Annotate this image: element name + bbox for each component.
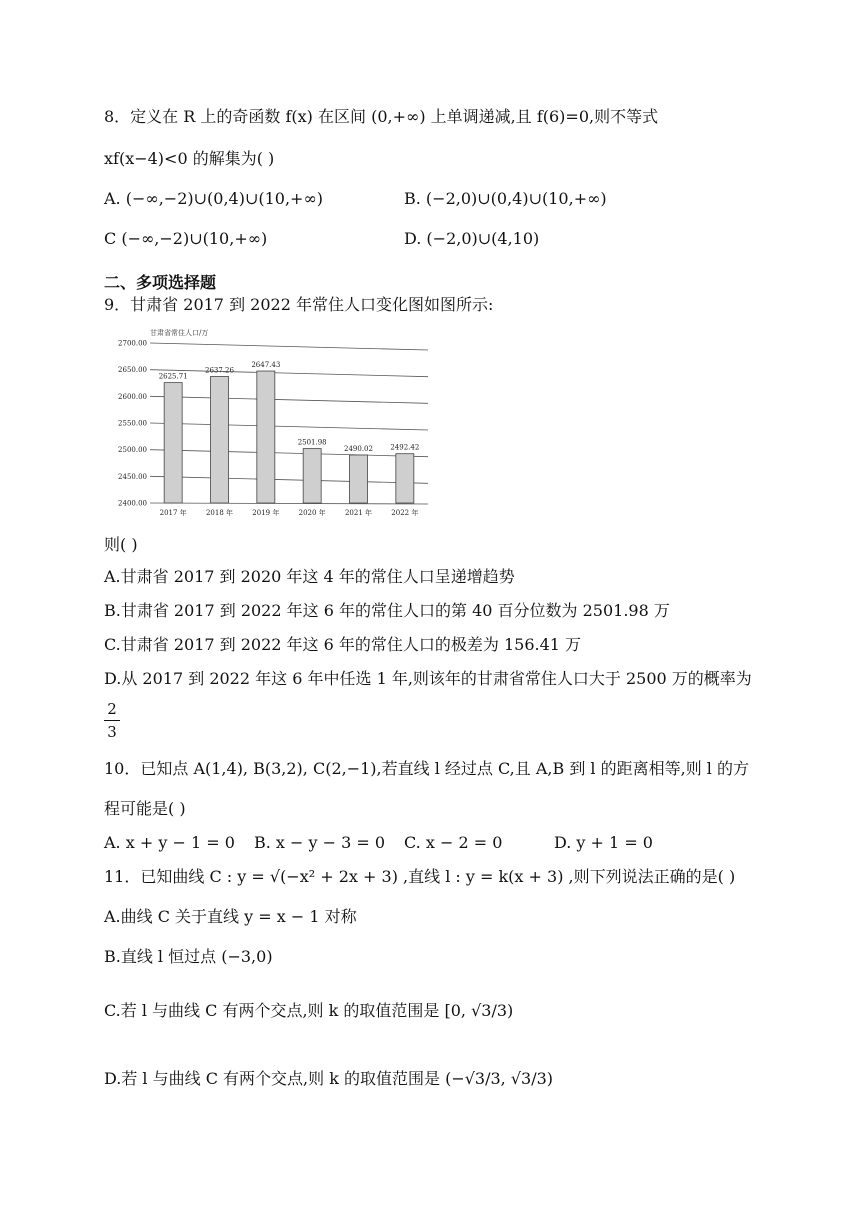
x-axis-line	[150, 503, 428, 504]
x-tick-label: 2019 年	[252, 509, 280, 517]
q8-option-d: D. (−2,0)∪(4,10)	[404, 229, 540, 248]
fraction-bar	[104, 720, 120, 721]
x-tick-label: 2018 年	[205, 509, 234, 517]
bar-value-label: 2647.43	[251, 361, 281, 370]
bar	[164, 383, 182, 503]
q10-option-a: A. x + y − 1 = 0	[104, 833, 235, 852]
y-tick-label: 2400.00	[118, 499, 147, 508]
q9-option-b: B.甘肃省 2017 到 2022 年这 6 年的常住人口的第 40 百分位数为 2501.98 万	[104, 601, 670, 620]
chart-value-labels	[159, 361, 420, 453]
fraction-denominator: 3	[107, 723, 117, 741]
bar-value-label: 2490.02	[344, 444, 373, 453]
y-tick-label: 2650.00	[118, 366, 147, 375]
bar	[303, 449, 321, 503]
q10-option-d: D. y + 1 = 0	[554, 833, 653, 852]
q11-option-d: D.若 l 与曲线 C 有两个交点,则 k 的取值范围是 (−√3/3, √3/3)	[104, 1069, 554, 1088]
q11-option-a: A.曲线 C 关于直线 y = x − 1 对称	[104, 907, 357, 926]
fraction-numerator: 2	[107, 700, 117, 718]
q8-option-c: C (−∞,−2)∪(10,+∞)	[104, 229, 268, 248]
q9-option-d: D.从 2017 到 2022 年这 6 年中任选 1 年,则该年的甘肃省常住人口大于 2500 万的概率为	[104, 669, 752, 688]
q10-option-c: C. x − 2 = 0	[404, 833, 503, 852]
x-tick-label: 2022 年	[391, 509, 419, 517]
y-tick-label: 2450.00	[118, 472, 147, 481]
chart-bars	[164, 371, 414, 503]
bar-value-label: 2625.71	[158, 372, 188, 381]
y-tick-label: 2700.00	[118, 339, 147, 348]
q11-stem: 11．已知曲线 C : y = √(−x² + 2x + 3) ,直线 l : y = k(x + 3) ,则下列说法正确的是( )	[104, 867, 736, 886]
chart-x-tick-labels	[160, 508, 419, 517]
bar	[211, 376, 229, 503]
chart-title: 甘肃省常住人口/万	[150, 329, 209, 337]
gridline	[150, 450, 428, 457]
gridline	[150, 476, 428, 483]
gridline	[150, 343, 428, 350]
bar	[257, 371, 275, 503]
chart-y-tick-labels	[118, 340, 147, 508]
q10-stem-line2: 程可能是( )	[104, 799, 186, 818]
section-heading-multiple-choice: 二、多项选择题	[104, 273, 217, 292]
q10-stem-line1: 10．已知点 A(1,4), B(3,2), C(2,−1),若直线 l 经过点 C,且 A,B 到 l 的距离相等,则 l 的方	[104, 759, 749, 778]
q8-option-b: B. (−2,0)∪(0,4)∪(10,+∞)	[404, 189, 607, 208]
x-tick-label: 2020 年	[298, 509, 326, 517]
gridline	[150, 396, 428, 403]
q9-option-c: C.甘肃省 2017 到 2022 年这 6 年的常住人口的极差为 156.41 万	[104, 635, 582, 654]
q9-option-d-fraction	[104, 700, 120, 741]
q9-ask: 则( )	[104, 535, 138, 554]
q9-option-a: A.甘肃省 2017 到 2020 年这 4 年的常住人口呈递增趋势	[104, 567, 515, 586]
y-tick-label: 2500.00	[118, 446, 147, 455]
q11-option-c: C.若 l 与曲线 C 有两个交点,则 k 的取值范围是 [0, √3/3)	[104, 1001, 514, 1020]
gridline	[150, 423, 428, 430]
x-tick-label: 2021 年	[344, 509, 373, 517]
bar-value-label: 2492.42	[390, 443, 420, 452]
y-tick-label: 2600.00	[118, 392, 147, 401]
q8-option-a: A. (−∞,−2)∪(0,4)∪(10,+∞)	[104, 189, 324, 208]
bar	[396, 454, 414, 503]
q8-stem-line1: 8．定义在 R 上的奇函数 f(x) 在区间 (0,+∞) 上单调递减,且 f(6)=0,则不等式	[104, 107, 659, 126]
population-bar-chart	[108, 326, 438, 522]
bar-value-label: 2637.26	[205, 366, 234, 375]
y-tick-label: 2550.00	[118, 419, 147, 428]
x-tick-label: 2017 年	[159, 509, 187, 517]
bar	[350, 455, 368, 503]
q8-stem-line2: xf(x−4)<0 的解集为( )	[104, 149, 275, 168]
gridline	[150, 370, 428, 377]
q11-option-b: B.直线 l 恒过点 (−3,0)	[104, 947, 273, 966]
q9-stem: 9．甘肃省 2017 到 2022 年常住人口变化图如图所示:	[104, 295, 494, 314]
bar-value-label: 2501.98	[297, 438, 327, 447]
chart-gridlines	[150, 343, 428, 504]
q10-option-b: B. x − y − 3 = 0	[254, 833, 386, 852]
